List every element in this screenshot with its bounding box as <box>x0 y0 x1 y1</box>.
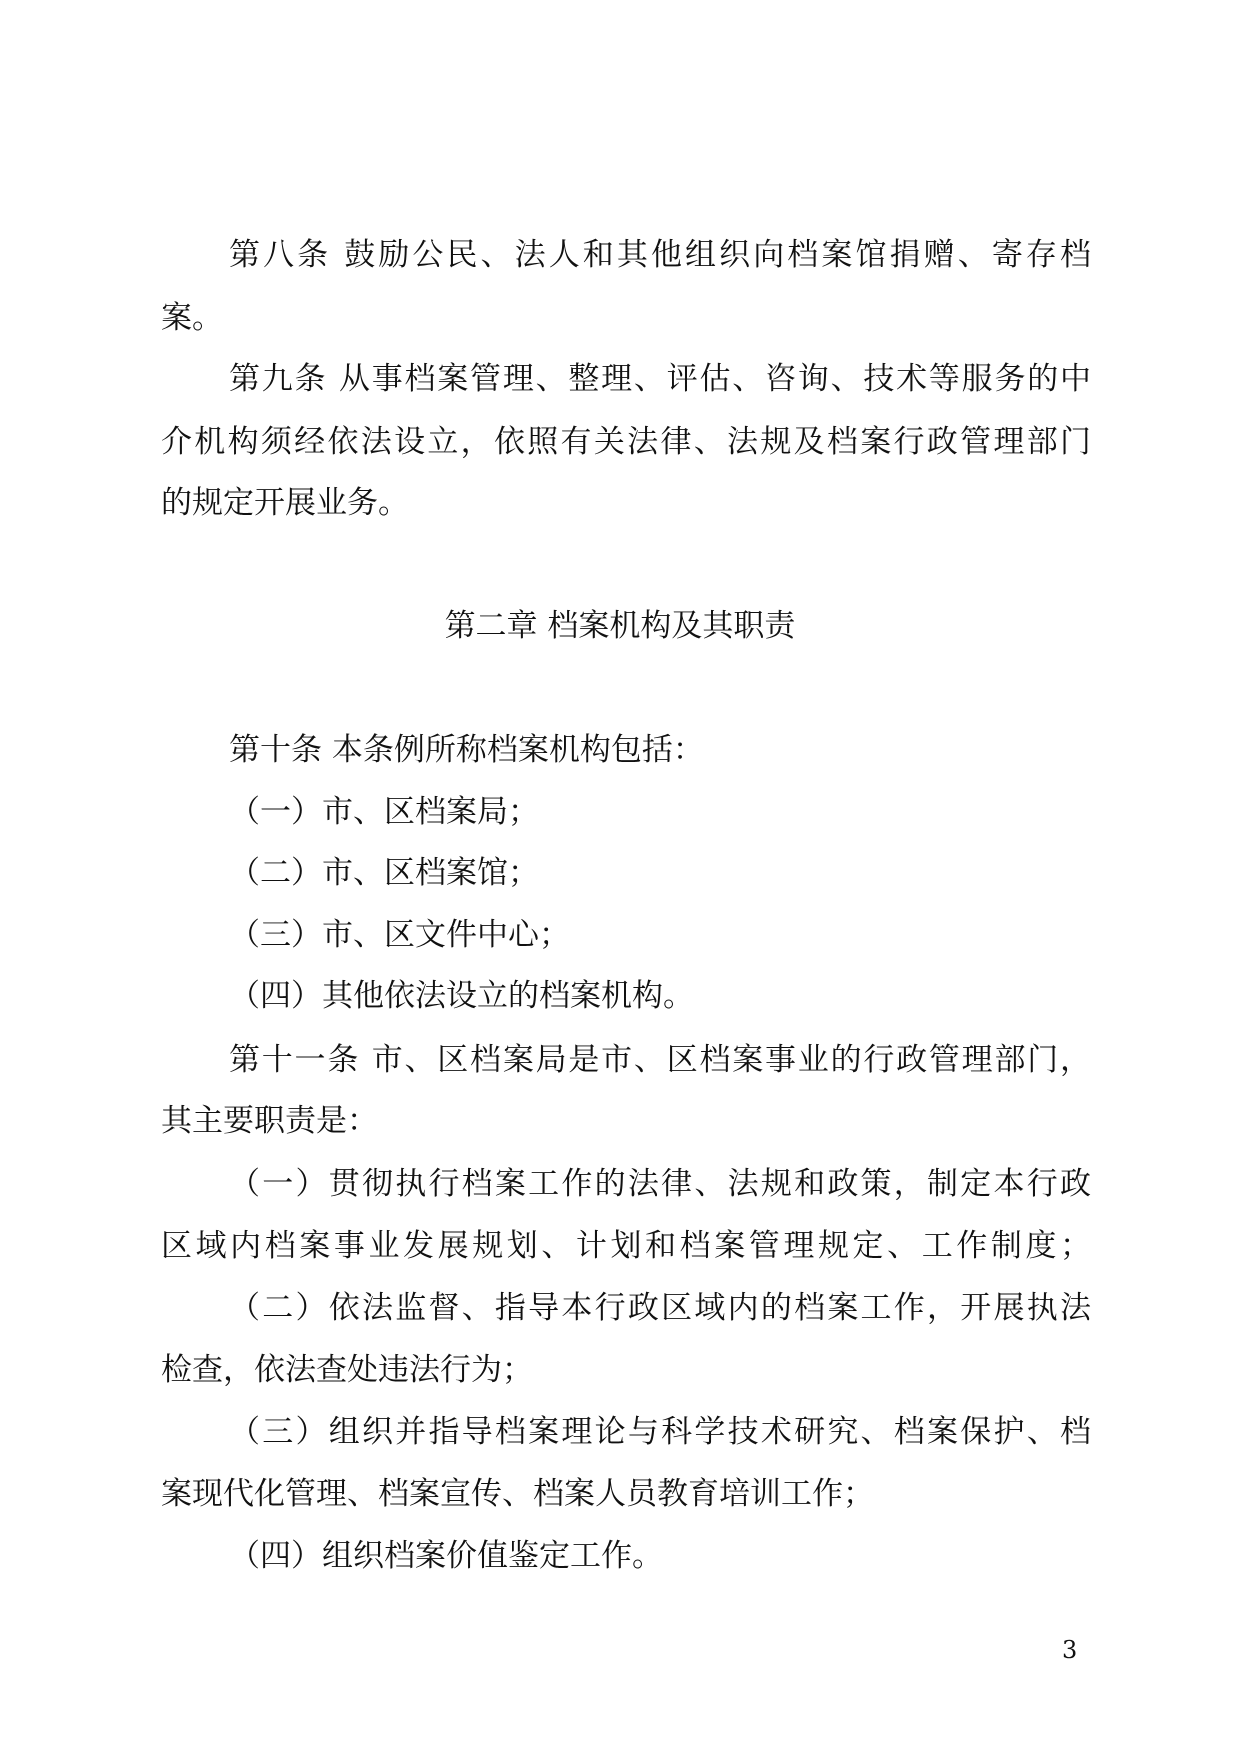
list-item: （三）市、区文件中心； <box>229 917 570 953</box>
text-line: 第十条 本条例所称档案机构包括： <box>229 732 704 768</box>
text-line: 区域内档案事业发展规划、计划和档案管理规定、工作制度； <box>161 1228 1091 1264</box>
page-number: 3 <box>1062 1636 1078 1664</box>
list-item: （三）组织并指导档案理论与科学技术研究、档案保护、档 <box>229 1414 1091 1450</box>
text-line: 案现代化管理、档案宣传、档案人员教育培训工作； <box>161 1476 874 1512</box>
text-line: 第八条 鼓励公民、法人和其他组织向档案馆捐赠、寄存档 <box>229 237 1091 273</box>
text-line: 检查，依法查处违法行为； <box>161 1352 533 1388</box>
list-item: （二）市、区档案馆； <box>229 855 539 891</box>
list-item: （一）贯彻执行档案工作的法律、法规和政策，制定本行政 <box>229 1166 1091 1202</box>
list-item: （四）组织档案价值鉴定工作。 <box>229 1538 663 1574</box>
text-line: 第十一条 市、区档案局是市、区档案事业的行政管理部门， <box>229 1042 1091 1078</box>
text-line: 介机构须经依法设立，依照有关法律、法规及档案行政管理部门 <box>161 424 1091 460</box>
list-item: （四）其他依法设立的档案机构。 <box>229 978 694 1014</box>
text-line: 的规定开展业务。 <box>161 485 409 521</box>
list-item: （一）市、区档案局； <box>229 794 539 830</box>
chapter-heading: 第二章 档案机构及其职责 <box>444 608 796 644</box>
list-item: （二）依法监督、指导本行政区域内的档案工作，开展执法 <box>229 1290 1091 1326</box>
text-line: 第九条 从事档案管理、整理、评估、咨询、技术等服务的中 <box>229 361 1091 397</box>
text-line: 案。 <box>161 300 223 336</box>
text-line: 其主要职责是： <box>161 1103 378 1139</box>
